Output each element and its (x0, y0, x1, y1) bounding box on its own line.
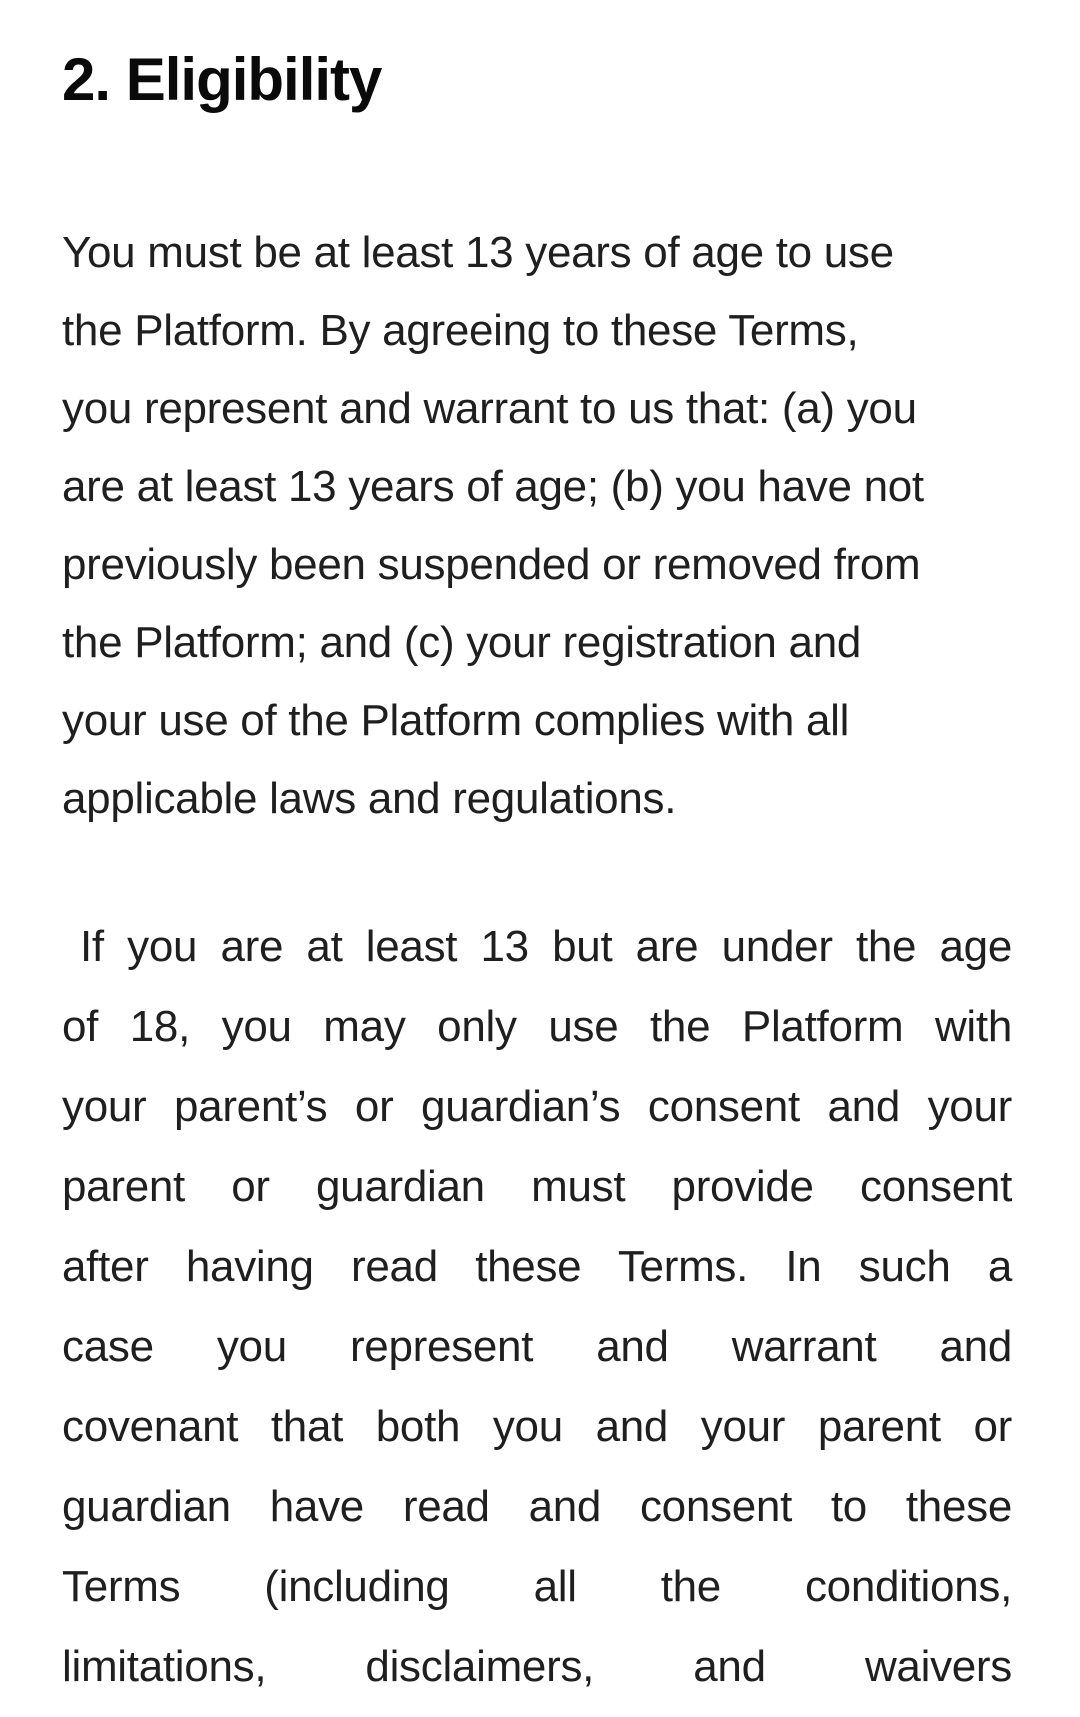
paragraph-age-requirement (62, 214, 1012, 838)
paragraph-minor-consent (62, 907, 1012, 1707)
text-line: covenant that both you and your parent or (62, 1402, 1012, 1451)
text-line: of 18, you may only use the Platform with (62, 1002, 1012, 1051)
text-line: Terms (including all the conditions, (62, 1562, 1012, 1611)
text-line: you represent and warrant to us that: (a) you (62, 384, 917, 433)
text-line: previously been suspended or removed from (62, 540, 921, 589)
text-line: applicable laws and regulations. (62, 774, 677, 823)
text-line: case you represent and warrant and (62, 1322, 1012, 1371)
text-line: the Platform; and (c) your registration and (62, 618, 862, 667)
text-line: guardian have read and consent to these (62, 1482, 1012, 1531)
text-line: If you are at least 13 but are under the age (80, 922, 1012, 971)
text-line: the Platform. By agreeing to these Terms, (62, 306, 859, 355)
text-line: are at least 13 years of age; (b) you have not (62, 462, 924, 511)
text-line: your parent’s or guardian’s consent and your (62, 1082, 1012, 1131)
section-heading: 2. Eligibility (62, 46, 382, 113)
text-line: after having read these Terms. In such a (62, 1242, 1012, 1291)
text-line: You must be at least 13 years of age to use (62, 228, 894, 277)
text-line: parent or guardian must provide consent (62, 1162, 1012, 1211)
text-line: your use of the Platform complies with all (62, 696, 850, 745)
text-line: limitations, disclaimers, and waivers (62, 1642, 1012, 1691)
